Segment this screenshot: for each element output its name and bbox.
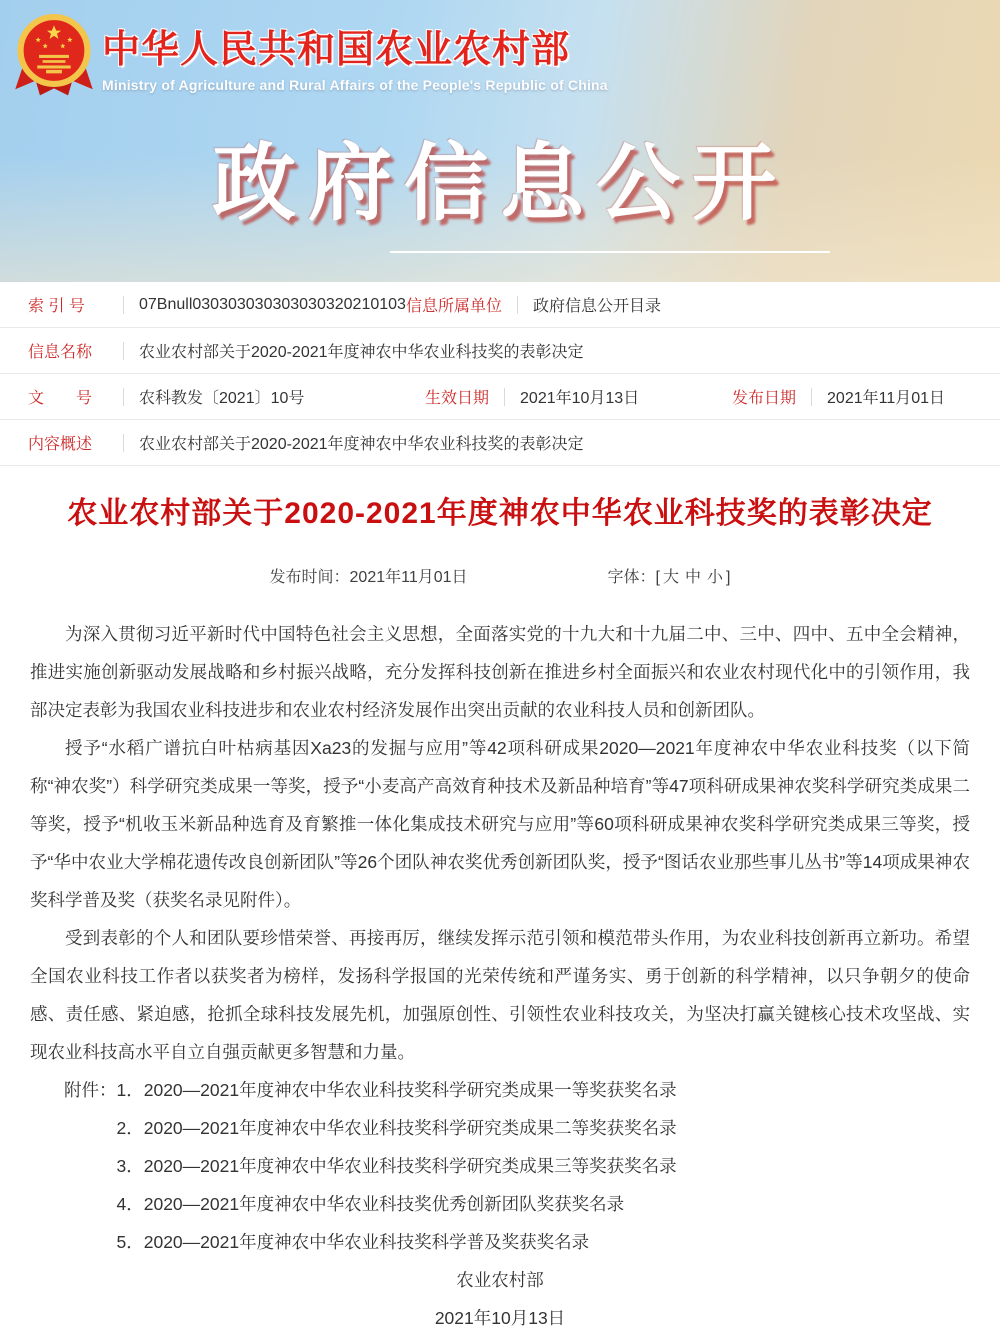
publish-time <box>270 564 468 587</box>
summary-label: 内容概述 <box>28 436 93 453</box>
name-label: 信息名称 <box>28 344 93 361</box>
font-size-switcher <box>608 564 731 587</box>
divider <box>504 388 505 406</box>
divider <box>517 296 518 314</box>
paragraph: 受到表彰的个人和团队要珍惜荣誉、再接再厉，继续发挥示范引领和模范带头作用，为农业科技创新再立新功。希望全国农业科技工作者以获奖者为榜样，发扬科学报国的光荣传统和严谨务实、勇于创新的科学精神，以只争朝夕的使命感、责任感、紧迫感，抢抓全球科技发展先机，加强原创性、引领性农业科技攻关，为坚决打赢关键核心技术攻坚战、实现农业科技高水平自立自强贡献更多智慧和力量。 <box>30 928 970 1062</box>
divider <box>123 388 124 406</box>
font-size-large-button[interactable]: 大 <box>663 569 680 586</box>
paragraph: 为深入贯彻习近平新时代中国特色社会主义思想，全面落实党的十九大和十九届二中、三中、四中、五中全会精神，推进实施创新驱动发展战略和乡村振兴战略，充分发挥科技创新在推进乡村全面振兴和农业农村现代化中的引领作用，我部决定表彰为我国农业科技进步和农业农村经济发展作出突出贡献的农业科技人员和创新团队。 <box>30 624 970 720</box>
site-titles <box>102 18 608 93</box>
attachment-line <box>30 1071 970 1109</box>
divider <box>811 388 812 406</box>
font-label: 字体： <box>607 569 656 586</box>
font-size-medium-button[interactable]: 中 <box>685 569 702 586</box>
effective-date-label: 生效日期 <box>425 390 490 407</box>
meta-row-docno <box>0 374 1000 420</box>
banner-underline <box>390 251 830 253</box>
signature-org: 农业农村部 <box>456 1270 544 1290</box>
attachment-link-4[interactable]: 4．2020—2021年度神农中华农业科技奖优秀创新团队奖获奖名录 <box>116 1194 625 1214</box>
china-national-emblem-icon <box>10 10 98 98</box>
article-body <box>30 615 970 1071</box>
attachment-link-2[interactable]: 2．2020—2021年度神农中华农业科技奖科学研究类成果二等奖获奖名录 <box>116 1118 677 1138</box>
article <box>0 466 1000 1337</box>
meta-row-name <box>0 328 1000 374</box>
ministry-name-en: Ministry of Agriculture and Rural Affairs of the People's Republic of China <box>102 77 608 93</box>
unit-label: 信息所属单位 <box>405 298 502 315</box>
document-meta-table <box>0 282 1000 466</box>
index-label: 索 引 号 <box>28 298 85 315</box>
banner-title: 政府信息公开 <box>211 136 788 230</box>
bracket-close: ] <box>726 569 731 586</box>
docno-value: 农科教发〔2021〕10号 <box>139 390 305 407</box>
attachment-link-5[interactable]: 5．2020—2021年度神农中华农业科技奖科学普及奖获奖名录 <box>116 1232 590 1252</box>
article-title: 农业农村部关于2020-2021年度神农中华农业科技奖的表彰决定 <box>67 497 933 530</box>
unit-value: 政府信息公开目录 <box>532 298 661 315</box>
paragraph: 授予“水稻广谱抗白叶枯病基因Xa23的发掘与应用”等42项科研成果2020—2021年度神农中华农业科技奖（以下简称“神农奖”）科学研究类成果一等奖，授予“小麦高产高效育种技术及新品种培育”等47项科研成果神农奖科学研究类成果二等奖，授予“机收玉米新品种选育及育繁推一体化集成技术研究与应用”等60项科研成果神农奖科学研究类成果三等奖，授予“华中农业大学棉花遗传改良创新团队”等26个团队神农奖优秀创新团队奖，授予“图话农业那些事儿丛书”等14项成果神农奖科学普及奖（获奖名录见附件）。 <box>30 738 970 910</box>
attachments-list <box>30 1071 970 1261</box>
summary-value: 农业农村部关于2020-2021年度神农中华农业科技奖的表彰决定 <box>139 436 584 453</box>
effective-date-value: 2021年10月13日 <box>520 390 640 407</box>
publish-date-label: 发布日期 <box>732 390 797 407</box>
signature-date: 2021年10月13日 <box>434 1308 566 1328</box>
site-logo[interactable] <box>0 0 1000 98</box>
divider <box>123 434 124 452</box>
signature-block <box>30 1261 970 1337</box>
meta-row-index <box>0 282 1000 328</box>
publish-date-value: 2021年11月01日 <box>827 390 946 407</box>
hero-banner <box>0 0 1000 282</box>
divider <box>123 296 124 314</box>
index-value: 07Bnull030303030303030320210103 <box>139 295 406 313</box>
font-size-small-button[interactable]: 小 <box>707 569 724 586</box>
publish-time-value: 2021年11月01日 <box>349 569 468 586</box>
ministry-name: 中华人民共和国农业农村部 <box>102 29 571 71</box>
name-value: 农业农村部关于2020-2021年度神农中华农业科技奖的表彰决定 <box>139 344 584 361</box>
docno-label: 文 号 <box>28 390 93 407</box>
publish-time-label: 发布时间： <box>269 569 350 586</box>
divider <box>123 342 124 360</box>
article-meta-row <box>30 564 970 587</box>
attachment-link-1[interactable]: 1．2020—2021年度神农中华农业科技奖科学研究类成果一等奖获奖名录 <box>116 1080 677 1100</box>
bracket-open: [ <box>655 569 660 586</box>
meta-row-summary <box>0 420 1000 466</box>
attachment-link-3[interactable]: 3．2020—2021年度神农中华农业科技奖科学研究类成果三等奖获奖名录 <box>116 1156 677 1176</box>
attachments-label: 附件： <box>64 1080 117 1100</box>
